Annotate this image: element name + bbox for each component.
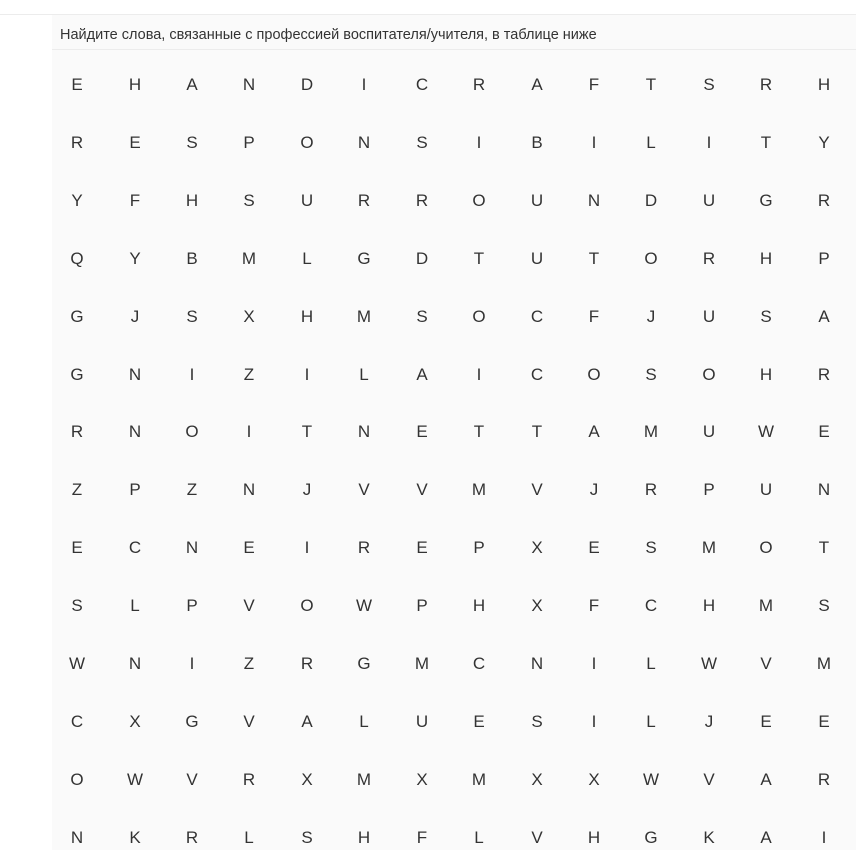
- grid-row: [0, 475, 856, 505]
- grid-letter[interactable]: H: [472, 596, 486, 616]
- grid-letter[interactable]: M: [758, 596, 774, 616]
- grid-letter[interactable]: N: [128, 422, 142, 442]
- grid-letter[interactable]: R: [185, 827, 199, 847]
- grid-letter[interactable]: M: [356, 306, 372, 326]
- grid-letter[interactable]: R: [70, 132, 84, 152]
- grid-letter[interactable]: X: [531, 769, 543, 789]
- grid-letter[interactable]: E: [129, 132, 141, 152]
- grid-letter[interactable]: T: [473, 248, 485, 268]
- grid-letter[interactable]: S: [301, 827, 313, 847]
- grid-letter[interactable]: O: [759, 538, 773, 558]
- grid-letter[interactable]: T: [531, 422, 543, 442]
- grid-letter[interactable]: P: [473, 538, 485, 558]
- grid-letter[interactable]: M: [643, 422, 659, 442]
- grid-letter[interactable]: J: [589, 480, 599, 500]
- grid-letter[interactable]: T: [818, 538, 830, 558]
- grid-letter[interactable]: G: [759, 190, 773, 210]
- grid-letter[interactable]: E: [588, 538, 600, 558]
- grid-letter[interactable]: L: [359, 711, 369, 731]
- grid-letter[interactable]: I: [591, 711, 597, 731]
- grid-letter[interactable]: G: [70, 364, 84, 384]
- grid-letter[interactable]: H: [128, 75, 142, 94]
- grid-letter[interactable]: P: [129, 480, 141, 500]
- grid-letter[interactable]: O: [644, 248, 658, 268]
- grid-letter[interactable]: H: [759, 364, 773, 384]
- grid-letter[interactable]: P: [186, 596, 198, 616]
- grid-letter[interactable]: V: [760, 654, 772, 673]
- grid-letter[interactable]: I: [246, 422, 252, 442]
- grid-row: [0, 533, 856, 563]
- grid-letter[interactable]: I: [476, 364, 482, 384]
- grid-letter[interactable]: G: [644, 827, 658, 847]
- grid-letter[interactable]: F: [129, 190, 141, 210]
- grid-letter[interactable]: D: [300, 75, 314, 94]
- grid-letter[interactable]: S: [531, 711, 543, 731]
- grid-letter[interactable]: V: [703, 769, 715, 789]
- grid-letter[interactable]: E: [71, 75, 83, 94]
- grid-letter[interactable]: R: [702, 248, 716, 268]
- grid-letter[interactable]: T: [645, 75, 657, 94]
- grid-letter[interactable]: M: [471, 480, 487, 500]
- grid-letter[interactable]: S: [416, 306, 428, 326]
- grid-letter[interactable]: I: [189, 364, 195, 384]
- grid-letter[interactable]: G: [357, 654, 371, 673]
- grid-letter[interactable]: E: [243, 538, 255, 558]
- grid-letter[interactable]: H: [817, 75, 831, 94]
- grid-letter[interactable]: R: [70, 422, 84, 442]
- grid-letter[interactable]: V: [243, 596, 255, 616]
- grid-letter[interactable]: I: [361, 75, 367, 94]
- grid-letter[interactable]: T: [760, 132, 772, 152]
- grid-letter[interactable]: G: [357, 248, 371, 268]
- grid-letter[interactable]: S: [703, 75, 715, 94]
- grid-letter[interactable]: L: [130, 596, 140, 616]
- grid-letter[interactable]: P: [243, 132, 255, 152]
- grid-letter[interactable]: D: [415, 248, 429, 268]
- grid-letter[interactable]: G: [70, 306, 84, 326]
- grid-letter[interactable]: L: [646, 132, 656, 152]
- grid-letter[interactable]: J: [646, 306, 656, 326]
- grid-letter[interactable]: F: [588, 596, 600, 616]
- grid-letter[interactable]: H: [185, 190, 199, 210]
- grid-letter[interactable]: W: [757, 422, 775, 442]
- grid-letter[interactable]: A: [186, 75, 198, 94]
- grid-letter[interactable]: H: [702, 596, 716, 616]
- grid-letter[interactable]: N: [242, 480, 256, 500]
- grid-letter[interactable]: S: [71, 596, 83, 616]
- grid-letter[interactable]: A: [531, 75, 543, 94]
- grid-letter[interactable]: R: [242, 769, 256, 789]
- grid-letter[interactable]: S: [243, 190, 255, 210]
- grid-letter[interactable]: I: [591, 132, 597, 152]
- grid-letter[interactable]: F: [416, 827, 428, 847]
- grid-letter[interactable]: Z: [243, 364, 255, 384]
- grid-letter[interactable]: E: [818, 422, 830, 442]
- grid-letter[interactable]: X: [129, 711, 141, 731]
- grid-row: [0, 70, 856, 100]
- grid-letter[interactable]: E: [416, 538, 428, 558]
- grid-letter[interactable]: U: [415, 711, 429, 731]
- grid-letter[interactable]: C: [644, 596, 658, 616]
- grid-letter[interactable]: N: [587, 190, 601, 210]
- grid-row: [0, 823, 856, 850]
- grid-letter[interactable]: V: [531, 480, 543, 500]
- grid-letter[interactable]: F: [588, 75, 600, 94]
- grid-letter[interactable]: Y: [71, 190, 83, 210]
- grid-letter[interactable]: T: [588, 248, 600, 268]
- word-search-panel: [52, 15, 856, 850]
- grid-letter[interactable]: M: [241, 248, 257, 268]
- grid-letter[interactable]: S: [186, 306, 198, 326]
- grid-letter[interactable]: A: [301, 711, 313, 731]
- grid-row: [0, 302, 856, 332]
- grid-letter[interactable]: N: [530, 654, 544, 673]
- grid-letter[interactable]: R: [472, 75, 486, 94]
- grid-letter[interactable]: U: [300, 190, 314, 210]
- grid-letter[interactable]: N: [357, 422, 371, 442]
- grid-letter[interactable]: M: [471, 769, 487, 789]
- grid-letter[interactable]: U: [702, 190, 716, 210]
- grid-letter[interactable]: U: [530, 190, 544, 210]
- grid-row: [0, 128, 856, 158]
- grid-letter[interactable]: S: [416, 132, 428, 152]
- grid-row: [0, 591, 856, 621]
- grid-letter[interactable]: U: [759, 480, 773, 500]
- grid-letter[interactable]: U: [702, 306, 716, 326]
- grid-letter[interactable]: B: [531, 132, 543, 152]
- grid-letter[interactable]: C: [472, 654, 486, 673]
- grid-letter[interactable]: U: [530, 248, 544, 268]
- grid-letter[interactable]: X: [588, 769, 600, 789]
- grid-letter[interactable]: X: [531, 596, 543, 616]
- grid-letter[interactable]: M: [414, 654, 430, 673]
- grid-letter[interactable]: N: [128, 654, 142, 673]
- grid-letter[interactable]: W: [355, 596, 373, 616]
- grid-letter[interactable]: H: [587, 827, 601, 847]
- grid-letter[interactable]: X: [531, 538, 543, 558]
- grid-letter[interactable]: J: [302, 480, 312, 500]
- grid-letter[interactable]: S: [818, 596, 830, 616]
- grid-letter[interactable]: L: [646, 711, 656, 731]
- grid-letter[interactable]: R: [817, 364, 831, 384]
- grid-letter[interactable]: L: [474, 827, 484, 847]
- grid-letter[interactable]: H: [300, 306, 314, 326]
- grid-letter[interactable]: P: [703, 480, 715, 500]
- grid-letter[interactable]: Y: [818, 132, 830, 152]
- grid-letter[interactable]: C: [128, 538, 142, 558]
- grid-letter[interactable]: O: [300, 596, 314, 616]
- grid-letter[interactable]: H: [357, 827, 371, 847]
- grid-letter[interactable]: A: [760, 827, 772, 847]
- grid-letter[interactable]: I: [189, 654, 195, 673]
- grid-letter[interactable]: C: [530, 364, 544, 384]
- grid-letter[interactable]: R: [415, 190, 429, 210]
- grid-letter[interactable]: N: [128, 364, 142, 384]
- grid-letter[interactable]: M: [356, 769, 372, 789]
- grid-letter[interactable]: K: [129, 827, 141, 847]
- grid-row: [0, 244, 856, 274]
- grid-row: [0, 186, 856, 216]
- grid-letter[interactable]: O: [472, 190, 486, 210]
- grid-row: [0, 649, 856, 679]
- grid-letter[interactable]: Y: [129, 248, 141, 268]
- grid-letter[interactable]: V: [186, 769, 198, 789]
- grid-letter[interactable]: I: [591, 654, 597, 673]
- grid-letter[interactable]: C: [70, 711, 84, 731]
- grid-letter[interactable]: M: [701, 538, 717, 558]
- grid-letter[interactable]: N: [357, 132, 371, 152]
- grid-letter[interactable]: S: [645, 364, 657, 384]
- grid-letter[interactable]: J: [130, 306, 140, 326]
- grid-letter[interactable]: L: [359, 364, 369, 384]
- grid-letter[interactable]: A: [588, 422, 600, 442]
- grid-letter[interactable]: P: [416, 596, 428, 616]
- grid-letter[interactable]: E: [416, 422, 428, 442]
- grid-letter[interactable]: X: [416, 769, 428, 789]
- grid-letter[interactable]: R: [759, 75, 773, 94]
- grid-letter[interactable]: J: [704, 711, 714, 731]
- question-text: Найдите слова, связанные с профессией воспитателя/учителя, в таблице ниже: [60, 27, 597, 43]
- grid-letter[interactable]: X: [301, 769, 313, 789]
- grid-letter[interactable]: S: [760, 306, 772, 326]
- grid-letter[interactable]: U: [702, 422, 716, 442]
- grid-letter[interactable]: O: [185, 422, 199, 442]
- grid-row: [0, 707, 856, 737]
- grid-letter[interactable]: W: [642, 769, 660, 789]
- grid-letter[interactable]: V: [358, 480, 370, 500]
- grid-letter[interactable]: R: [817, 190, 831, 210]
- grid-letter[interactable]: T: [301, 422, 313, 442]
- grid-letter[interactable]: E: [473, 711, 485, 731]
- grid-row: [0, 765, 856, 795]
- grid-letter[interactable]: A: [760, 769, 772, 789]
- grid-letter[interactable]: N: [185, 538, 199, 558]
- grid-letter[interactable]: V: [416, 480, 428, 500]
- grid-letter[interactable]: R: [357, 190, 371, 210]
- grid-letter[interactable]: S: [186, 132, 198, 152]
- grid-letter[interactable]: O: [587, 364, 601, 384]
- grid-letter[interactable]: O: [70, 769, 84, 789]
- grid-letter[interactable]: Z: [243, 654, 255, 673]
- grid-letter[interactable]: A: [818, 306, 830, 326]
- grid-letter[interactable]: V: [243, 711, 255, 731]
- grid-letter[interactable]: L: [244, 827, 254, 847]
- grid-letter[interactable]: R: [817, 769, 831, 789]
- grid-letter[interactable]: S: [645, 538, 657, 558]
- grid-letter[interactable]: A: [416, 364, 428, 384]
- grid-row: [0, 417, 856, 447]
- grid-letter[interactable]: W: [700, 654, 718, 673]
- grid-letter[interactable]: W: [126, 769, 144, 789]
- grid-letter[interactable]: L: [302, 248, 312, 268]
- grid-letter[interactable]: I: [304, 538, 310, 558]
- grid-row: [0, 360, 856, 390]
- grid-letter[interactable]: O: [472, 306, 486, 326]
- grid-letter[interactable]: B: [186, 248, 198, 268]
- grid-letter[interactable]: E: [760, 711, 772, 731]
- grid-letter[interactable]: L: [646, 654, 656, 673]
- grid-letter[interactable]: E: [818, 711, 830, 731]
- grid-letter[interactable]: C: [415, 75, 429, 94]
- grid-letter[interactable]: I: [706, 132, 712, 152]
- grid-letter[interactable]: O: [702, 364, 716, 384]
- grid-letter[interactable]: N: [817, 480, 831, 500]
- grid-letter[interactable]: V: [531, 827, 543, 847]
- grid-letter[interactable]: D: [644, 190, 658, 210]
- grid-letter[interactable]: N: [70, 827, 84, 847]
- grid-letter[interactable]: W: [68, 654, 86, 673]
- grid-letter[interactable]: P: [818, 248, 830, 268]
- grid-letter[interactable]: R: [357, 538, 371, 558]
- grid-letter[interactable]: G: [185, 711, 199, 731]
- grid-letter[interactable]: F: [588, 306, 600, 326]
- grid-letter[interactable]: I: [821, 827, 827, 847]
- grid-letter[interactable]: R: [644, 480, 658, 500]
- grid-letter[interactable]: O: [300, 132, 314, 152]
- grid-letter[interactable]: I: [476, 132, 482, 152]
- grid-letter[interactable]: H: [759, 248, 773, 268]
- grid-letter[interactable]: E: [71, 538, 83, 558]
- grid-letter[interactable]: C: [530, 306, 544, 326]
- grid-letter[interactable]: R: [300, 654, 314, 673]
- grid-letter[interactable]: I: [304, 364, 310, 384]
- grid-letter[interactable]: M: [816, 654, 832, 673]
- grid-letter[interactable]: N: [242, 75, 256, 94]
- grid-letter[interactable]: X: [243, 306, 255, 326]
- grid-letter[interactable]: T: [473, 422, 485, 442]
- grid-letter[interactable]: Q: [70, 248, 84, 268]
- grid-letter[interactable]: K: [703, 827, 715, 847]
- grid-letter[interactable]: Z: [71, 480, 83, 500]
- grid-letter[interactable]: Z: [186, 480, 198, 500]
